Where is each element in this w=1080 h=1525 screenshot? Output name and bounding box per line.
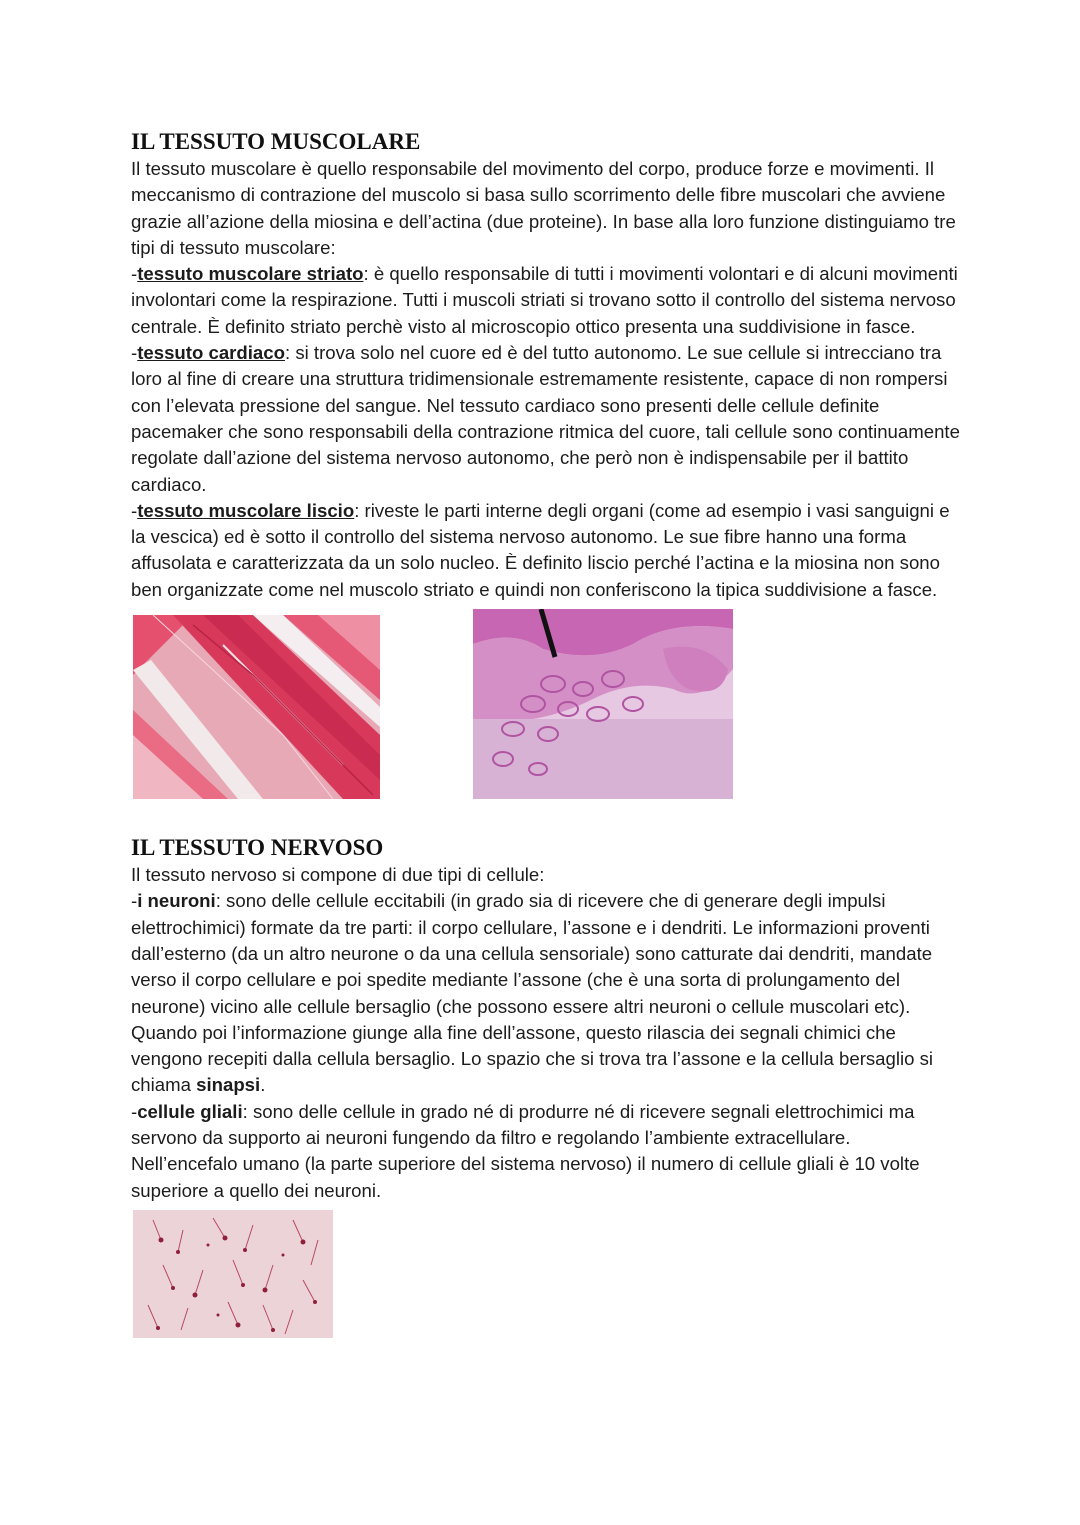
striated-text: : è quello responsabile di tutti i movimenti volontari e di alcuni movimenti involontari come la respirazione. Tutti i muscoli striati si trovano sotto il controllo del sistema nervoso centrale. È definito striato perchè visto al microscopio ottico presenta una suddivisione in fasce.: [131, 263, 958, 337]
neurons-end: .: [260, 1074, 266, 1096]
cardiac-text: : si trova solo nel cuore ed è del tutto autonomo. Le sue cellule si intrecciano tra loro al fine di creare una struttura tridimensionale estremamente resistente, capace di non rompersi con l’elevata pressione del sangue. Nel tessuto cardiaco sono presenti delle cellule definite pacemaker che sono responsabili della contrazione ritmica del cuore, tali cellule sono continuamente regolate dall’azione del sistema nervoso autonomo, che però non è indispensabile per il battito cardiaco.: [131, 342, 960, 495]
glial-prefix: -: [131, 1100, 138, 1122]
smooth-muscle-micrograph: [473, 609, 733, 799]
neurons-text: : sono delle cellule eccitabili (in grado sia di ricevere che di generare degli impulsi elettrochimici) formate da tre parti: il corpo cellulare, l’assone e i dendriti. Le informazioni proventi dall’esterno (da un altro neurone o da una cellula sensoriale) sono catturate dai dendriti, mandate verso il corpo cellulare e poi spedite mediante l’assone (che è una sorta di prolungamento del neurone) vicino alle cellule bersaglio (che possono essere altri neuroni o cellule muscolari etc). Quando poi l’informazione giunge alla fine dell’assone, questo rilascia dei segnali chimici che vengono recepiti dalla cellula bersaglio. Lo spazio che si trova tra l’assone e la cellula bersaglio si chiama: [131, 890, 934, 1096]
neurons-term: i neuroni: [137, 890, 216, 912]
glial-term: cellule gliali: [137, 1100, 243, 1122]
glial-paragraph: [131, 1099, 961, 1204]
nervous-title: IL TESSUTO NERVOSO: [131, 835, 384, 861]
smooth-paragraph: [131, 498, 961, 603]
nervous-tissue-micrograph: [133, 1210, 333, 1338]
cardiac-prefix: -: [131, 342, 138, 364]
striated-paragraph: [131, 261, 961, 340]
synapse-term: sinapsi: [196, 1074, 261, 1096]
smooth-text: : riveste le parti interne degli organi (come ad esempio i vasi sanguigni e la vescica) ed è sotto il controllo del sistema nervoso autonomo. Le sue fibre hanno una forma affusolata e caratterizzata da un solo nucleo. È definito liscio perché l’actina e la miosina non sono ben organizzate come nel muscolo striato e quindi non conferiscono la tipica suddivisione a fasce.: [131, 499, 950, 600]
muscle-title: IL TESSUTO MUSCOLARE: [131, 129, 421, 154]
muscle-images: [131, 607, 961, 812]
neurons-prefix: -: [131, 890, 138, 912]
cardiac-paragraph: [131, 340, 961, 498]
smooth-term: tessuto muscolare liscio: [137, 499, 355, 521]
smooth-prefix: -: [131, 499, 138, 521]
nervous-intro: Il tessuto nervoso si compone di due tipi di cellule:: [131, 864, 545, 886]
striated-prefix: -: [131, 263, 138, 285]
nervous-images: [131, 1210, 961, 1350]
neurons-paragraph: [131, 888, 961, 1098]
glial-text: : sono delle cellule in grado né di produrre né di ricevere segnali elettrochimici ma servono da supporto ai neuroni fungendo da filtro e regolando l’ambiente extracellulare. Nell’encefalo umano (la parte superiore del sistema nervoso) il numero di cellule gliali è 10 volte superiore a quello dei neuroni.: [131, 1100, 920, 1201]
cardiac-term: tessuto cardiaco: [137, 342, 285, 364]
striated-term: tessuto muscolare striato: [137, 263, 364, 285]
striated-muscle-micrograph: [133, 615, 380, 799]
muscle-intro: Il tessuto muscolare è quello responsabile del movimento del corpo, produce forze e movimenti. Il meccanismo di contrazione del muscolo si basa sullo scorrimento delle fibre muscolari che avviene grazie all’azione della miosina e dell’actina (due proteine). In base alla loro funzione distinguiamo tre tipi di tessuto muscolare:: [131, 158, 956, 258]
content: [131, 128, 961, 1350]
